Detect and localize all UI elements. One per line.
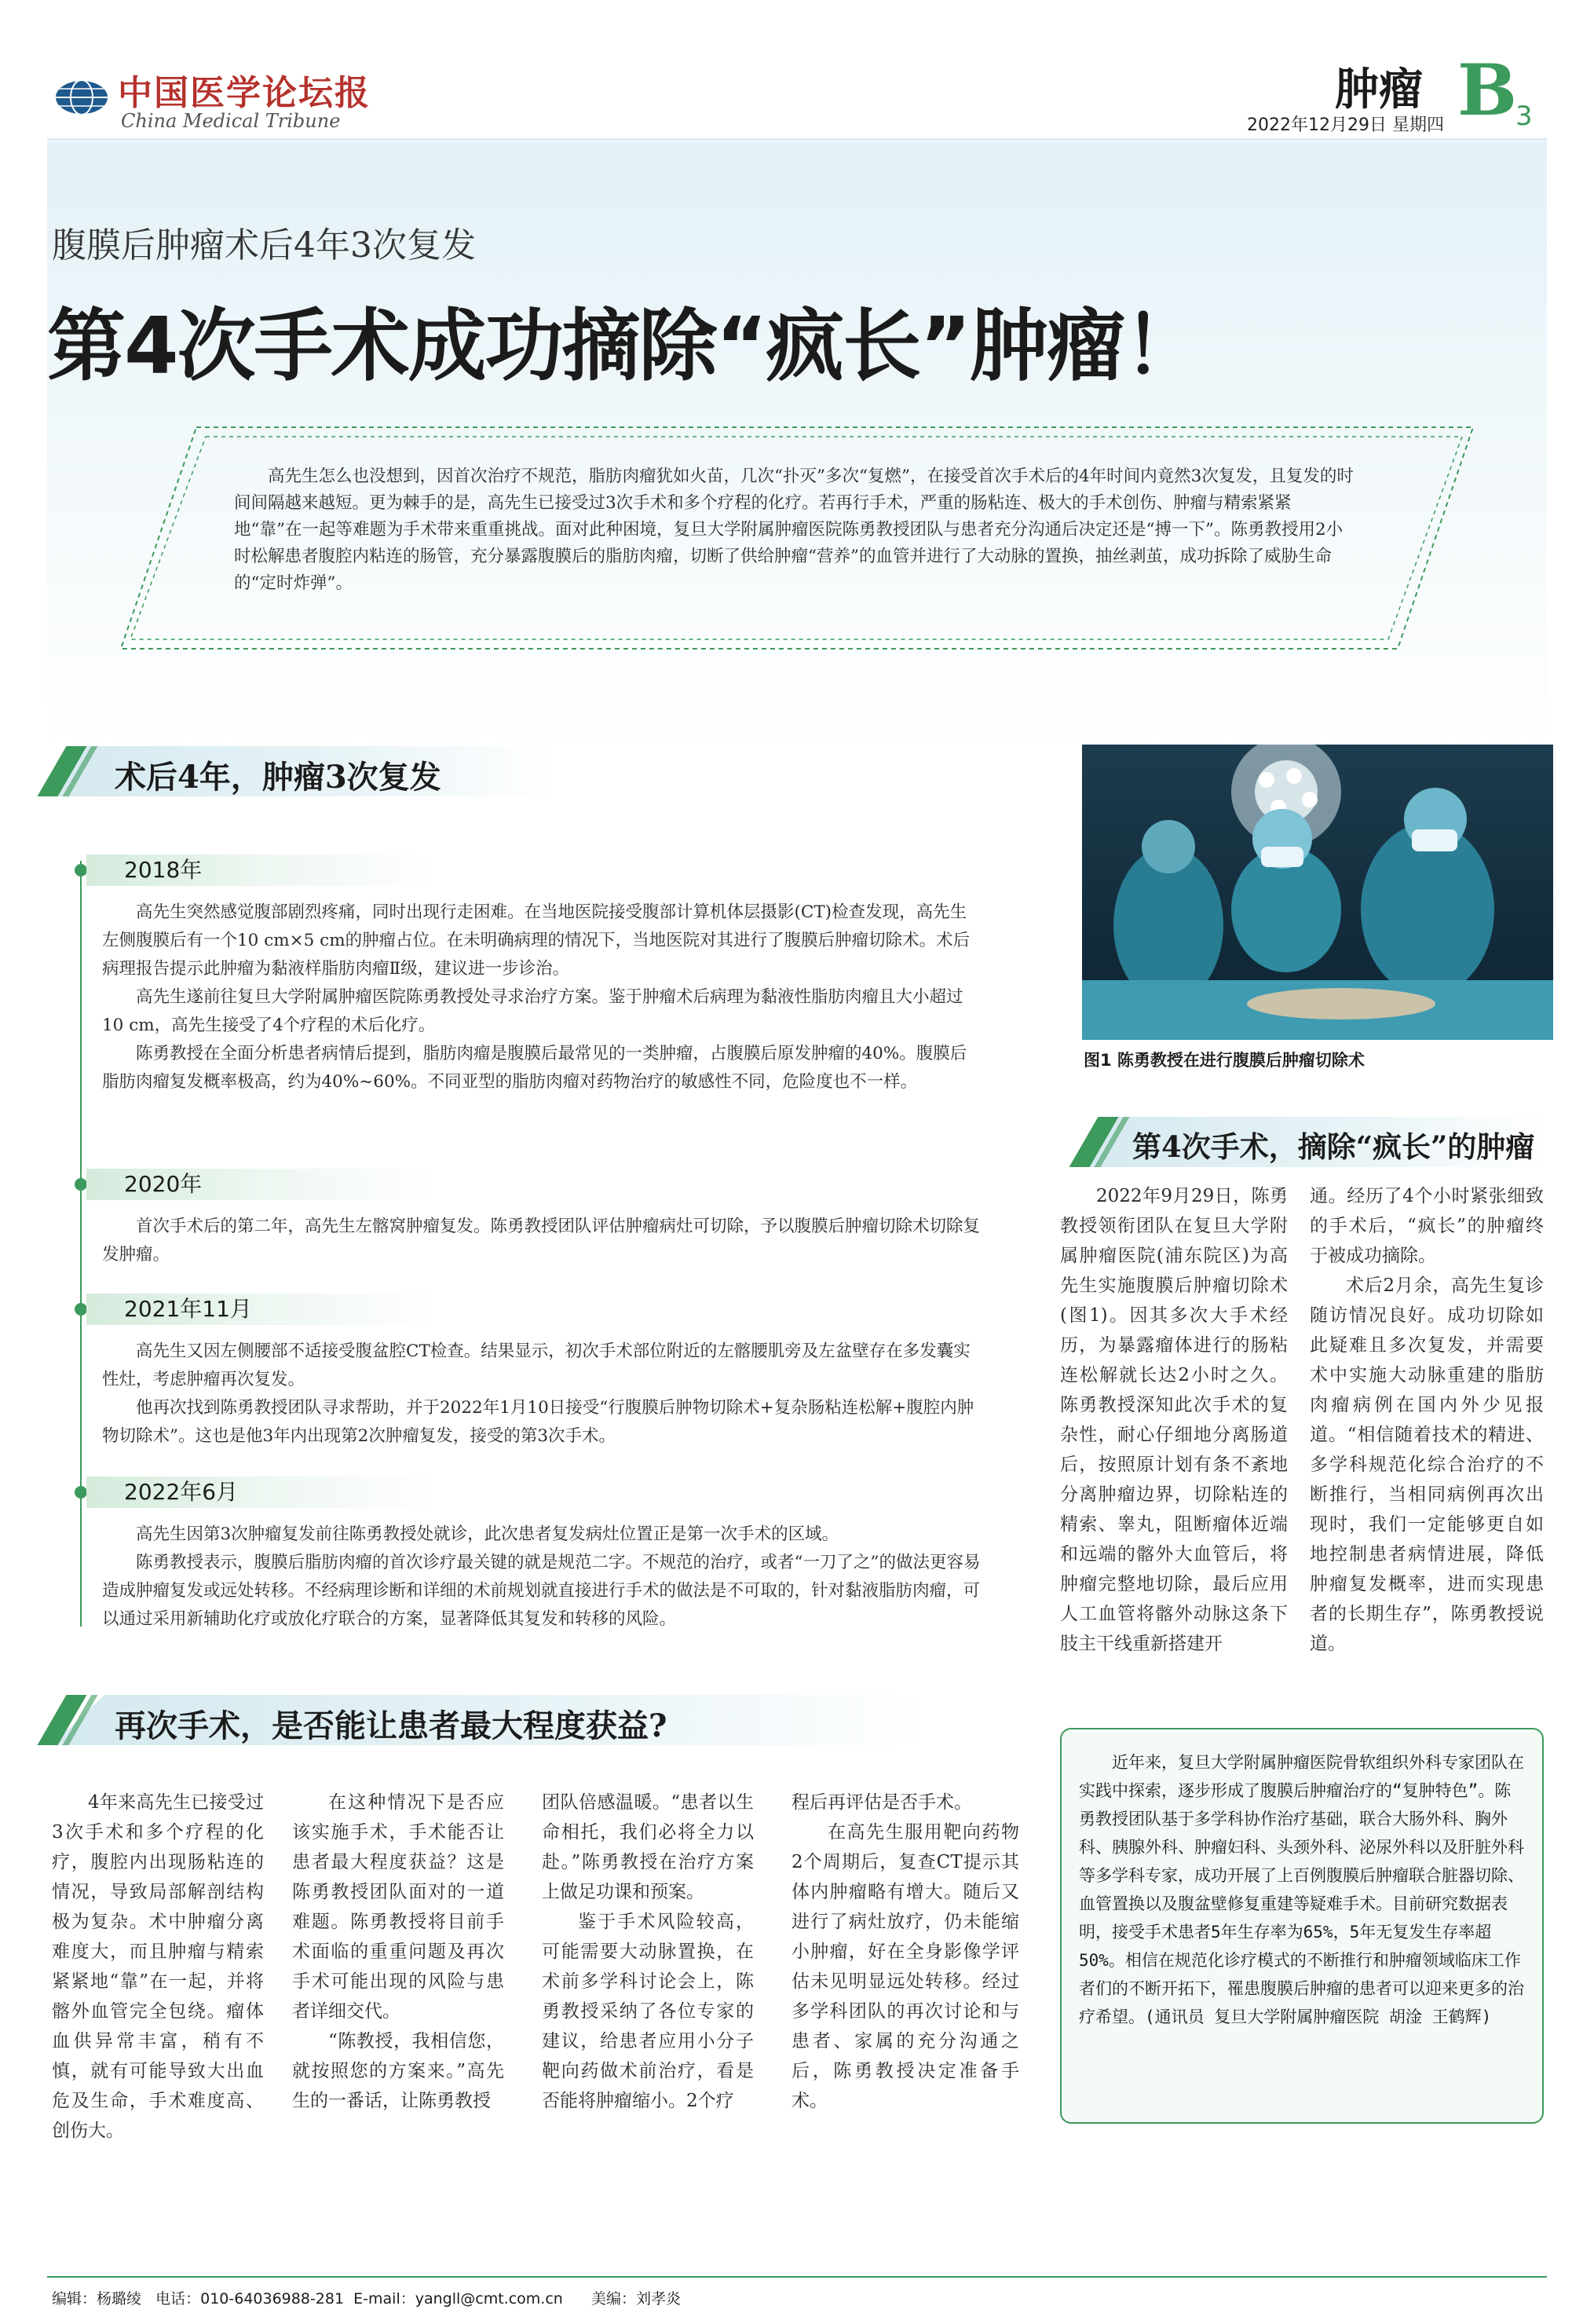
timeline-line: [80, 861, 82, 1627]
section2-column-1: 4年来高先生已接受过3次手术和多个疗程的化疗，腹腔内出现肠粘连的情况，导致局部解剖结构极为复杂。术中肿瘤分离难度大，而且肿瘤与精索紧紧地“靠”在一起，并将髂外血管完全包绕。瘤体血供异常丰富，稍有不慎，就有可能导致大出血危及生命，手术难度高、创伤大。: [52, 1792, 264, 2141]
timeline-dot: [75, 1178, 87, 1191]
timeline-dot: [75, 1303, 87, 1316]
timeline-label-2021-11: 2021年11月: [86, 1294, 438, 1325]
section-heading-text: 第4次手术，摘除“疯长”的肿瘤: [1132, 1129, 1535, 1164]
section2-column-4: 程后再评估是否手术。 在高先生服用靶向药物2个周期后，复查CT提示其体内肿瘤略有增大。随后又进行了病灶放疗，仍未能缩小肿瘤，好在全身影像学评估未见明显远处转移。经过多学科团队的再次讨论和与患者、家属的充分沟通之后，陈勇教授决定准备手术。: [792, 1792, 1019, 2111]
section-heading-recurrence: [52, 746, 554, 796]
article-headline: 第4次手术成功摘除“疯长”肿瘤！: [47, 300, 1201, 392]
page-number: 3: [1515, 101, 1533, 132]
section2-column-2: 在这种情况下是否应该实施手术，手术能否让患者最大程度获益？这是陈勇教授团队面对的一道难题。陈勇教授将目前手术面临的重重问题及再次手术可能出现的风险与患者详细交代。 “陈教授，我相信您，就按照您的方案来。”高先生的一番话，让陈勇教授: [292, 1792, 504, 2111]
surgery-photo: [1082, 745, 1553, 1040]
timeline-text-2018: 高先生突然感觉腹部剧烈疼痛，同时出现行走困难。在当地医院接受腹部计算机体层摄影(CT)检查发现，高先生左侧腹膜后有一个10 cm×5 cm的肿瘤占位。在未明确病理的情况下，当地医院对其进行了腹膜后肿瘤切除术。术后病理报告提示此肿瘤为黏液样脂肪肉瘤Ⅱ级，建议进一步诊治。 高先生遂前往复旦大学附属肿瘤医院陈勇教授处寻求治疗方案。鉴于肿瘤术后病理为黏液性脂肪肉瘤且大小超过10 cm，高先生接受了4个疗程的术后化疗。 陈勇教授在全面分析患者病情后提到，脂肪肉瘤是腹膜后最常见的一类肿瘤，占腹膜后原发肿瘤的40%。腹膜后脂肪肉瘤复发概率极高，约为40%~60%。不同亚型的脂肪肉瘤对药物治疗的敏感性不同，危险度也不一样。: [102, 902, 971, 1092]
surgery-photo-illustration: [1082, 745, 1553, 1040]
footer-credits: 编辑：杨璐绫 电话：010-64036988-281 E-mail：yangll@cmt.com.cn 美编：刘孝炎: [52, 2290, 682, 2308]
header-divider: [47, 138, 1547, 141]
timeline-label-2020: 2020年: [86, 1169, 438, 1200]
section-heading-fourth-surgery: [1084, 1117, 1547, 1167]
timeline-text-2021-11: 高先生又因左侧腰部不适接受腹盆腔CT检查。结果显示，初次手术部位附近的左髂腰肌旁及左盆壁存在多发囊实性灶，考虑肿瘤再次复发。 他再次找到陈勇教授团队寻求帮助，并于2022年1月10日接受“行腹膜后肿物切除术+复杂肠粘连松解+腹腔内肿物切除术”。这也是他3年内出现第2次肿瘤复发，接受的第3次手术。: [102, 1341, 974, 1446]
timeline-dot: [75, 864, 87, 877]
sidebar-note-text: 近年来，复旦大学附属肿瘤医院骨软组织外科专家团队在实践中探索，逐步形成了腹膜后肿瘤治疗的“复肿特色”。陈勇教授团队基于多学科协作治疗基础，联合大肠外科、胸外科、胰腺外科、肿瘤妇科、头颈外科、泌尿外科以及肝脏外科等多学科专家，成功开展了上百例腹膜后肿瘤联合脏器切除、血管置换以及腹盆壁修复重建等疑难手术。目前研究数据表明，接受手术患者5年生存率为65%，5年无复发生存率超50%。相信在规范化诊疗模式的不断推行和肿瘤领域临床工作者们的不断开拓下，罹患腹膜后肿瘤的患者可以迎来更多的治疗希望。(通讯员 复旦大学附属肿瘤医院 胡淦 王鹤辉): [1079, 1753, 1524, 2026]
timeline-dot: [75, 1486, 87, 1499]
footer-divider: [47, 2276, 1547, 2278]
section2-column-3: 团队倍感温暖。“患者以生命相托，我们必将全力以赴。”陈勇教授在治疗方案上做足功课和预案。 鉴于手术风险较高，可能需要大动脉置换，在术前多学科讨论会上，陈勇教授采纳了各位专家的建议，给患者应用小分子靶向药做术前治疗，看是否能将肿瘤缩小。2个疗: [542, 1792, 754, 2111]
section-name: 肿瘤: [1335, 64, 1423, 115]
brand-name-en: China Medical Tribune: [121, 110, 341, 132]
figure-caption: 图1 陈勇教授在进行腹膜后肿瘤切除术: [1084, 1051, 1365, 1070]
section-heading-text: 术后4年，肿瘤3次复发: [115, 759, 441, 796]
article-subtitle: 腹膜后肿瘤术后4年3次复发: [52, 225, 476, 265]
timeline-text-2020: 首次手术后的第二年，高先生左髂窝肿瘤复发。陈勇教授团队评估肿瘤病灶可切除，予以腹膜后肿瘤切除术切除复发肿瘤。: [102, 1217, 981, 1264]
section3-column-1: 2022年9月29日，陈勇教授领衔团队在复旦大学附属肿瘤医院(浦东院区)为高先生实施腹膜后肿瘤切除术(图1)。因其多次大手术经历，为暴露瘤体进行的肠粘连松解就长达2小时之久。陈勇教授深知此次手术的复杂性，耐心仔细地分离肠道后，按照原计划有条不紊地分离肿瘤边界，切除粘连的精索、睾丸，阻断瘤体近端和远端的髂外大血管后，将肿瘤完整地切除，最后应用人工血管将髂外动脉这条下肢主干线重新搭建开: [1060, 1186, 1288, 1654]
intro-paragraph: 高先生怎么也没想到，因首次治疗不规范，脂肪肉瘤犹如火苗，几次“扑灭”多次“复燃”，在接受首次手术后的4年时间内竟然3次复发，且复发的时间间隔越来越短。更为棘手的是，高先生已接受过3次手术和多个疗程的化疗。若再行手术，严重的肠粘连、极大的手术创伤、肿瘤与精索紧紧地“靠”在一起等难题为手术带来重重挑战。面对此种困境，复旦大学附属肿瘤医院陈勇教授团队与患者充分沟通后决定还是“搏一下”。陈勇教授用2小时松解患者腹腔内粘连的肠管，充分暴露腹膜后的脂肪肉瘤，切断了供给肿瘤“营养”的血管并进行了大动脉的置换，抽丝剥茧，成功拆除了威胁生命的“定时炸弹”。: [234, 467, 1354, 593]
section3-column-2: 通。经历了4个小时紧张细致的手术后，“疯长”的肿瘤终于被成功摘除。 术后2月余，高先生复诊随访情况良好。成功切除如此疑难且多次复发，并需要术中实施大动脉重建的脂肪肉瘤病例在国内外少见报道。“相信随着技术的精进、多学科规范化综合治疗的不断推行，当相同病例再次出现时，我们一定能够更自如地控制患者病情进展，降低肿瘤复发概率，进而实现患者的长期生存”，陈勇教授说道。: [1310, 1186, 1544, 1654]
section-heading-benefit: [52, 1695, 931, 1745]
globe-logo-icon: [52, 77, 112, 118]
timeline-label-2022-06: 2022年6月: [86, 1477, 438, 1508]
timeline-text-2022-06: 高先生因第3次肿瘤复发前往陈勇教授处就诊，此次患者复发病灶位置正是第一次手术的区域。 陈勇教授表示，腹膜后脂肪肉瘤的首次诊疗最关键的就是规范二字。不规范的治疗，或者“一刀了之”的做法更容易造成肿瘤复发或远处转移。不经病理诊断和详细的术前规划就直接进行手术的做法是不可取的，针对黏液脂肪肉瘤，可以通过采用新辅助化疗或放化疗联合的方案，显著降低其复发和转移的风险。: [102, 1524, 981, 1629]
page-letter: B: [1457, 49, 1518, 132]
brand-name-cn: 中国医学论坛报: [118, 73, 371, 113]
section-heading-text: 再次手术，是否能让患者最大程度获益?: [115, 1707, 667, 1744]
timeline-label-2018: 2018年: [86, 855, 438, 886]
issue-date: 2022年12月29日 星期四: [1247, 115, 1444, 135]
